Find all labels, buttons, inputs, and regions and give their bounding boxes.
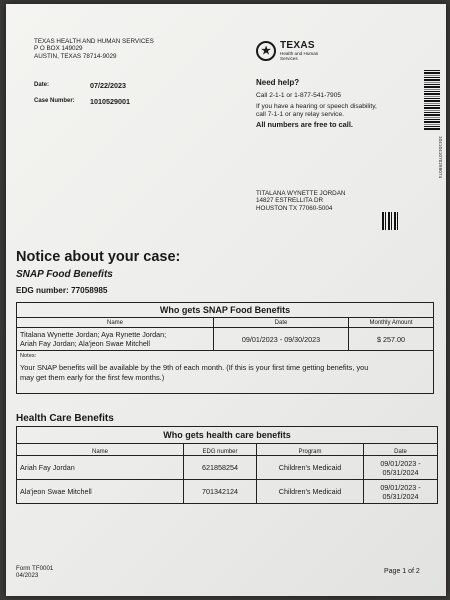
side-code: 1041041070288074: [438, 136, 443, 179]
health-table: [16, 426, 438, 504]
form-number: Form TF0001: [16, 565, 54, 572]
notice-title: Notice about your case:: [16, 249, 181, 265]
snap-table: [16, 302, 434, 394]
help-phone: Call 2-1-1 or 1-877-541-7905: [256, 92, 342, 99]
mail-barcode: [424, 70, 440, 130]
sender-address: [34, 38, 154, 60]
notice-page: [6, 4, 446, 596]
health-row-1-date-start: 09/01/2023 -: [380, 458, 421, 468]
case-number-label: Case Number:: [34, 98, 75, 104]
form-date: 04/2023: [16, 572, 39, 580]
recipient-name: TITALANA WYNETTE JORDAN: [256, 190, 346, 197]
snap-row: [17, 328, 434, 351]
logo-sub-2: Services: [280, 56, 298, 62]
snap-notes-label: Notes:: [20, 353, 37, 359]
health-row-2-name: Ala'jeon Swae Mitchell: [17, 480, 184, 504]
edg-label: EDG number:: [16, 286, 69, 295]
case-number-value: 1010529001: [90, 97, 130, 106]
health-row-2-date-end: 05/31/2024: [382, 491, 419, 501]
snap-table-title: Who gets SNAP Food Benefits: [17, 303, 434, 318]
health-row-1-edg: 621858254: [184, 456, 257, 480]
health-row-2-edg: 701342124: [184, 480, 257, 504]
health-header-edg: EDG number: [184, 444, 257, 456]
logo-title: TEXAS: [280, 40, 315, 51]
health-row-2-date-start: 09/01/2023 -: [380, 482, 421, 492]
help-free-line: All numbers are free to call.: [256, 119, 353, 129]
page-number: Page 1 of 2: [384, 568, 420, 575]
recipient-address: [256, 190, 345, 212]
snap-amount: $ 257.00: [349, 328, 434, 351]
sender-line-2: P O BOX 149029: [34, 45, 83, 53]
sender-line-3: AUSTIN, TEXAS 78714-9029: [34, 52, 117, 60]
help-relay-line: call 7-1-1 or any relay service.: [256, 111, 344, 119]
health-row-1-program: Children's Medicaid: [257, 456, 364, 480]
help-disability-line: If you have a hearing or speech disability,: [256, 102, 377, 110]
snap-notes-line-1: Your SNAP benefits will be available by the 9th of each month. (If this is your first time getting benefits, you: [20, 363, 369, 372]
date-label: Date:: [34, 82, 50, 88]
edg-value: 77058985: [71, 286, 108, 295]
snap-notes-line-2: may get them early for the first few months.): [20, 373, 165, 382]
notice-subtitle: SNAP Food Benefits: [16, 269, 113, 280]
snap-header-date: Date: [214, 318, 349, 328]
snap-names-line-2: Ariah Fay Jordan; Ala'jeon Swae Mitchell: [20, 339, 151, 348]
mail-2d-barcode: [382, 212, 400, 230]
help-title: Need help?: [256, 78, 300, 87]
table-row: [17, 456, 438, 480]
help-box: [256, 78, 377, 129]
date-value: 07/22/2023: [90, 81, 126, 90]
hhs-logo: [256, 40, 318, 61]
health-header-program: Program: [257, 444, 364, 456]
snap-date: 09/01/2023 - 09/30/2023: [214, 328, 349, 351]
health-header-name: Name: [17, 444, 184, 456]
health-row-2-program: Children's Medicaid: [257, 480, 364, 504]
snap-names-line-1: Titalana Wynette Jordan; Aya Rynette Jordan;: [20, 330, 167, 339]
table-row: [17, 480, 438, 504]
sender-line-1: TEXAS HEALTH AND HUMAN SERVICES: [34, 38, 154, 45]
recipient-street: 14827 ESTRELLITA DR: [256, 197, 324, 205]
logo-sub-1: Health and Human: [280, 51, 319, 56]
health-table-title: Who gets health care benefits: [17, 427, 438, 444]
health-row-1-name: Ariah Fay Jordan: [17, 456, 184, 480]
form-id: [16, 565, 53, 580]
health-header-date: Date: [364, 444, 438, 456]
health-row-1-date-end: 05/31/2024: [382, 467, 419, 477]
health-section-title: Health Care Benefits: [16, 413, 114, 424]
snap-header-amount: Monthly Amount: [349, 318, 434, 328]
recipient-city: HOUSTON TX 77060-5004: [256, 204, 333, 212]
snap-header-name: Name: [17, 318, 214, 328]
texas-star-seal-icon: ★: [256, 41, 276, 61]
